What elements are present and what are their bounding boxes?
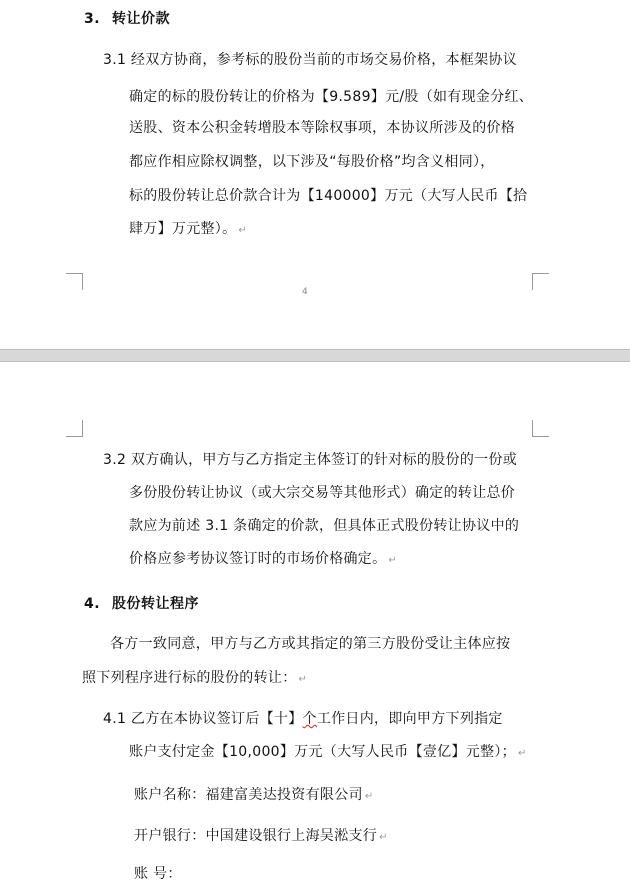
paragraph-mark-icon: ↵ xyxy=(379,832,388,843)
paragraph-text: 各方一致同意，甲方与乙方或其指定的第三方股份受让主体应 xyxy=(110,636,497,652)
paragraph-line-last xyxy=(82,668,307,688)
account-number-line: 账 号： xyxy=(134,866,182,882)
spellcheck-word: 个 xyxy=(302,711,317,727)
account-name-line xyxy=(134,785,374,805)
section-number: 3. xyxy=(84,11,101,27)
paragraph-line-last xyxy=(129,742,527,762)
paragraph-text: 价格应参考协议签订时的市场价格确定。 xyxy=(129,551,387,567)
paragraph-mark-icon: ↵ xyxy=(388,555,398,566)
page-separator xyxy=(0,349,630,362)
paragraph-line: 多份股份转让协议（或大宗交易等其他形式）确定的转让总价 xyxy=(129,485,516,501)
margin-corner-marker xyxy=(66,273,83,290)
paragraph-mark-icon: ↵ xyxy=(518,748,527,759)
paragraph-line xyxy=(103,709,503,729)
paragraph-text: 工作日内，即向甲方下列指定 xyxy=(316,711,503,727)
paragraph-mark-icon: ↵ xyxy=(238,225,248,236)
paragraph-text: 开户银行：中国建设银行上海吴淞支行 xyxy=(134,828,378,844)
paragraph-line-last xyxy=(129,549,397,569)
paragraph-text: 肆万】万元整）。 xyxy=(129,221,237,237)
margin-corner-marker xyxy=(66,420,83,437)
section-title: 转让价款 xyxy=(112,11,170,27)
paragraph-line: 标的股份转让总价款合计为【140000】万元（大写人民币【拾 xyxy=(129,188,528,204)
margin-corner-marker xyxy=(532,273,549,290)
margin-corner-marker xyxy=(532,420,549,437)
document-page-1 xyxy=(0,0,630,349)
paragraph-mark-icon: ↵ xyxy=(364,791,374,802)
paragraph-line: 确定的标的股份转让的价格为【9.589】元/股（如有现金分红、 xyxy=(129,89,534,105)
paragraph-line: 3.2 双方确认，甲方与乙方指定主体签订的针对标的股份的一份或 xyxy=(103,452,518,468)
paragraph-line: 都应作相应除权调整，以下涉及“每股价格”均含义相同）， xyxy=(129,154,495,170)
paragraph-text: 4.1 乙方在本协议签订后【十】 xyxy=(103,711,303,727)
paragraph-line xyxy=(110,634,510,654)
paragraph-text: 照下列程序进行标的股份的转让： xyxy=(82,670,297,686)
paragraph-mark-icon: ↵ xyxy=(298,674,308,685)
paragraph-line-last xyxy=(129,219,247,239)
document-page-2 xyxy=(0,362,630,882)
section-number: 4. xyxy=(84,596,101,612)
section-title: 股份转让程序 xyxy=(112,596,199,612)
paragraph-line: 3.1 经双方协商，参考标的股份当前的市场交易价格，本框架协议 xyxy=(103,52,518,68)
paragraph-text: 按 xyxy=(496,636,511,652)
paragraph-line: 款应为前述 3.1 条确定的价款，但具体正式股份转让协议中的 xyxy=(129,518,520,534)
paragraph-line: 送股、资本公积金转增股本等除权事项，本协议所涉及的价格 xyxy=(129,120,516,136)
page-number: 4 xyxy=(302,287,308,297)
bank-line xyxy=(134,826,388,846)
section-4-heading xyxy=(84,593,199,613)
section-3-heading xyxy=(84,8,170,28)
paragraph-text: 账户支付定金【10,000】万元（大写人民币【壹亿】元整）； xyxy=(129,744,516,760)
paragraph-text: 账户名称：福建富美达投资有限公司 xyxy=(134,787,363,803)
